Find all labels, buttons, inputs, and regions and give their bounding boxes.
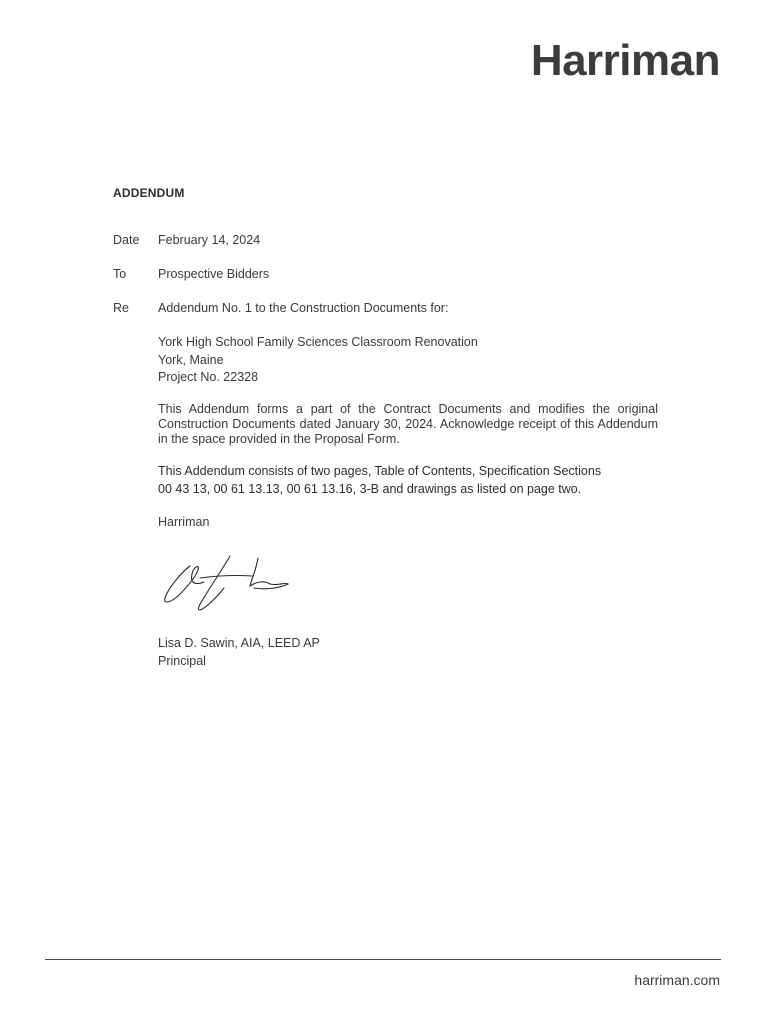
date-value: February 14, 2024 [158,233,261,247]
signer-title: Principal [158,654,206,668]
re-label: Re [113,301,129,315]
firm-name: Harriman [158,515,210,529]
addendum-paragraph: This Addendum forms a part of the Contract Documents and modifies the original Construction Documents dated January 30, 2024. Acknowledge receipt of this Addendum in the space provided in the Proposal Form. [158,402,658,446]
contents-line-2: 00 43 13, 00 61 13.13, 00 61 13.16, 3-B and drawings as listed on page two. [158,481,582,496]
to-value: Prospective Bidders [158,267,270,281]
project-name: York High School Family Sciences Classroom Renovation [158,335,478,349]
signature-image [160,548,300,618]
date-label: Date [113,233,140,247]
signer-name: Lisa D. Sawin, AIA, LEED AP [158,636,320,650]
re-value: Addendum No. 1 to the Construction Documents for: [158,301,449,315]
contents-paragraph [158,463,658,498]
project-info [158,334,478,387]
signer-block [158,634,320,670]
company-logo: Harriman [530,36,720,85]
project-number: Project No. 22328 [158,370,259,384]
document-title: ADDENDUM [113,186,185,200]
footer-website-link[interactable]: harriman.com [634,972,720,988]
to-label: To [113,267,127,281]
project-location: York, Maine [158,352,224,367]
contents-line-1: This Addendum consists of two pages, Table of Contents, Specification Sections [158,464,602,478]
footer-divider [45,959,721,960]
